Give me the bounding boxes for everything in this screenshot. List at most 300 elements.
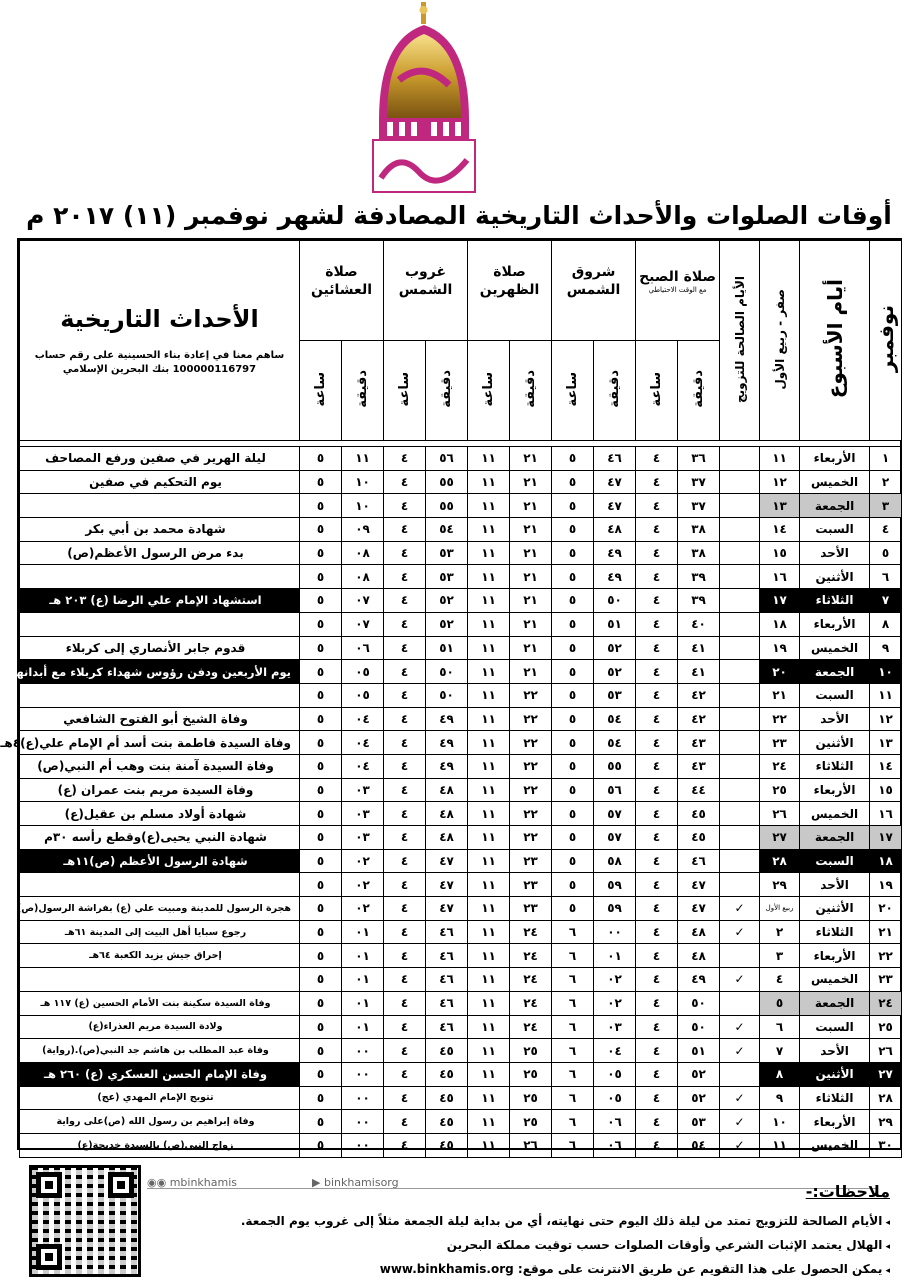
isha-hour: ٥	[300, 636, 342, 660]
weekday: الثلاثاء	[800, 754, 870, 778]
header-dhuhr: صلاة الظهرين	[468, 241, 552, 341]
isha-minute: ٠٩	[342, 518, 384, 542]
sunset-minute: ٤٥	[426, 1086, 468, 1110]
isha-minute: ٠٧	[342, 612, 384, 636]
table-row	[20, 541, 902, 565]
weekday: الجمعة	[800, 826, 870, 850]
header-sunrise: شروق الشمس	[552, 241, 636, 341]
dhuhr-minute: ٢٢	[510, 707, 552, 731]
fajr-hour: ٤	[636, 565, 678, 589]
fajr-hour: ٤	[636, 636, 678, 660]
fajr-minute: ٤٠	[678, 612, 720, 636]
dhuhr-hour: ١١	[468, 518, 510, 542]
sunset-minute: ٤٩	[426, 731, 468, 755]
day-number: ٢٠	[870, 897, 902, 921]
good-day-check	[720, 873, 760, 897]
header-good-days: الأيام الصالحة للتزويج	[720, 241, 760, 441]
good-day-check	[720, 707, 760, 731]
isha-hour: ٥	[300, 826, 342, 850]
sunrise-minute: ٥٥	[594, 754, 636, 778]
event-text: إحراق جيش يزيد الكعبة ٦٤هـ	[20, 944, 300, 968]
dhuhr-hour: ١١	[468, 1039, 510, 1063]
isha-hour: ٥	[300, 707, 342, 731]
dhuhr-hour: ١١	[468, 802, 510, 826]
day-number: ١٦	[870, 802, 902, 826]
isha-hour: ٥	[300, 660, 342, 684]
good-day-check: ✓	[720, 1039, 760, 1063]
sub-minute: دقيقة	[594, 341, 636, 441]
event-text: وفاة السيدة آمنة بنت وهب أم النبي(ص)	[20, 754, 300, 778]
sunset-minute: ٥٣	[426, 565, 468, 589]
weekday: الأحد	[800, 1039, 870, 1063]
isha-hour: ٥	[300, 683, 342, 707]
event-text: تتويج الإمام المهدي (عج)	[20, 1086, 300, 1110]
fajr-hour: ٤	[636, 1062, 678, 1086]
day-number: ٧	[870, 589, 902, 613]
sunset-hour: ٤	[384, 494, 426, 518]
weekday: الخميس	[800, 470, 870, 494]
fajr-hour: ٤	[636, 968, 678, 992]
day-number: ٢٢	[870, 944, 902, 968]
fajr-minute: ٥٢	[678, 1086, 720, 1110]
hijri-date: ربيع الأول	[760, 897, 800, 921]
dhuhr-minute: ٢٢	[510, 754, 552, 778]
sunset-hour: ٤	[384, 565, 426, 589]
isha-minute: ٠٤	[342, 731, 384, 755]
fajr-hour: ٤	[636, 873, 678, 897]
dhuhr-hour: ١١	[468, 1110, 510, 1134]
sunset-minute: ٤٦	[426, 968, 468, 992]
sunrise-minute: ٠٣	[594, 1015, 636, 1039]
fajr-minute: ٥٣	[678, 1110, 720, 1134]
sunrise-minute: ٥٢	[594, 660, 636, 684]
fajr-minute: ٤٨	[678, 920, 720, 944]
sunset-hour: ٤	[384, 873, 426, 897]
sunset-minute: ٤٥	[426, 1062, 468, 1086]
header-hijri: صفر - ربيع الأول	[760, 241, 800, 441]
good-day-check	[720, 470, 760, 494]
table-row	[20, 470, 902, 494]
dhuhr-hour: ١١	[468, 494, 510, 518]
sunset-hour: ٤	[384, 707, 426, 731]
dhuhr-hour: ١١	[468, 826, 510, 850]
sub-hour: ساعة	[636, 341, 678, 441]
hijri-date: ٦	[760, 1015, 800, 1039]
isha-hour: ٥	[300, 731, 342, 755]
isha-hour: ٥	[300, 470, 342, 494]
sunrise-minute: ٥٢	[594, 636, 636, 660]
sunrise-minute: ٠٢	[594, 968, 636, 992]
fajr-minute: ٤١	[678, 636, 720, 660]
sunset-minute: ٤٧	[426, 873, 468, 897]
fajr-minute: ٥١	[678, 1039, 720, 1063]
calendar-body	[0, 441, 902, 1158]
event-text: وفاة إبراهيم بن رسول الله (ص)على رواية	[20, 1110, 300, 1134]
dhuhr-minute: ٢٣	[510, 873, 552, 897]
isha-hour: ٥	[300, 778, 342, 802]
dhuhr-minute: ٢١	[510, 518, 552, 542]
day-number: ٢٥	[870, 1015, 902, 1039]
dhuhr-minute: ٢٢	[510, 802, 552, 826]
sunset-hour: ٤	[384, 754, 426, 778]
sunset-hour: ٤	[384, 612, 426, 636]
fajr-minute: ٤١	[678, 660, 720, 684]
event-text: وفاة السيدة سكينة بنت الأمام الحسين (ع) ١١٧ هـ	[20, 991, 300, 1015]
fajr-minute: ٥٠	[678, 1015, 720, 1039]
table-row	[20, 494, 902, 518]
table-row	[20, 731, 902, 755]
sunset-hour: ٤	[384, 920, 426, 944]
sunrise-hour: ٥	[552, 518, 594, 542]
sunset-minute: ٤٦	[426, 944, 468, 968]
sunrise-hour: ٦	[552, 1086, 594, 1110]
day-number: ٢٨	[870, 1086, 902, 1110]
hijri-date: ٢٧	[760, 826, 800, 850]
day-number: ٢٤	[870, 991, 902, 1015]
sunrise-hour: ٦	[552, 1133, 594, 1157]
fajr-hour: ٤	[636, 612, 678, 636]
dhuhr-hour: ١١	[468, 873, 510, 897]
good-day-check	[720, 589, 760, 613]
dhuhr-hour: ١١	[468, 683, 510, 707]
dhuhr-minute: ٢٤	[510, 944, 552, 968]
weekday: الأربعاء	[800, 778, 870, 802]
isha-hour: ٥	[300, 1039, 342, 1063]
sub-minute: دقيقة	[510, 341, 552, 441]
dhuhr-minute: ٢٥	[510, 1110, 552, 1134]
dhuhr-minute: ٢٤	[510, 991, 552, 1015]
sunrise-hour: ٦	[552, 1039, 594, 1063]
isha-hour: ٥	[300, 968, 342, 992]
event-text	[20, 873, 300, 897]
day-number: ٢٣	[870, 968, 902, 992]
day-number: ١٤	[870, 754, 902, 778]
table-row	[20, 1062, 902, 1086]
sunset-hour: ٤	[384, 447, 426, 471]
sunrise-hour: ٦	[552, 1062, 594, 1086]
sunrise-hour: ٥	[552, 447, 594, 471]
social-links	[147, 1176, 467, 1192]
sunrise-hour: ٦	[552, 944, 594, 968]
day-number: ١٢	[870, 707, 902, 731]
isha-minute: ٠٧	[342, 589, 384, 613]
table-row	[20, 849, 902, 873]
sunset-minute: ٤٦	[426, 920, 468, 944]
dhuhr-minute: ٢١	[510, 565, 552, 589]
good-day-check	[720, 1062, 760, 1086]
hijri-date: ٣	[760, 944, 800, 968]
good-day-check	[720, 778, 760, 802]
event-text: شهادة الرسول الأعظم (ص)١١هـ	[20, 849, 300, 873]
sunrise-minute: ٤٨	[594, 518, 636, 542]
good-day-check: ✓	[720, 920, 760, 944]
sunset-hour: ٤	[384, 1062, 426, 1086]
day-number: ١٥	[870, 778, 902, 802]
sunset-minute: ٤٥	[426, 1039, 468, 1063]
dhuhr-hour: ١١	[468, 612, 510, 636]
dhuhr-hour: ١١	[468, 541, 510, 565]
fajr-minute: ٤٧	[678, 873, 720, 897]
sunset-minute: ٤٩	[426, 707, 468, 731]
dhuhr-minute: ٢٤	[510, 920, 552, 944]
isha-minute: ٠٤	[342, 754, 384, 778]
sunrise-hour: ٥	[552, 612, 594, 636]
isha-hour: ٥	[300, 494, 342, 518]
event-text: هجرة الرسول للمدينة ومبيت علي (ع) بفراشة الرسول(ص)	[20, 897, 300, 921]
sunset-hour: ٤	[384, 1039, 426, 1063]
isha-minute: ٠١	[342, 944, 384, 968]
sunset-minute: ٥٠	[426, 660, 468, 684]
sunrise-hour: ٥	[552, 660, 594, 684]
sunrise-hour: ٥	[552, 897, 594, 921]
dhuhr-minute: ٢٣	[510, 849, 552, 873]
good-day-check: ✓	[720, 1086, 760, 1110]
sunset-minute: ٥٥	[426, 494, 468, 518]
sunset-hour: ٤	[384, 660, 426, 684]
sunset-hour: ٤	[384, 1015, 426, 1039]
sunset-hour: ٤	[384, 849, 426, 873]
sunrise-hour: ٦	[552, 1110, 594, 1134]
weekday: الأربعاء	[800, 944, 870, 968]
dhuhr-hour: ١١	[468, 707, 510, 731]
table-row	[20, 802, 902, 826]
isha-hour: ٥	[300, 565, 342, 589]
sunset-minute: ٥٦	[426, 447, 468, 471]
day-number: ٨	[870, 612, 902, 636]
table-row	[20, 920, 902, 944]
sunset-minute: ٥٤	[426, 518, 468, 542]
hijri-date: ٤	[760, 968, 800, 992]
isha-minute: ٠٤	[342, 707, 384, 731]
isha-minute: ٠٠	[342, 1062, 384, 1086]
good-day-check	[720, 494, 760, 518]
dhuhr-hour: ١١	[468, 589, 510, 613]
sunrise-minute: ٥٤	[594, 707, 636, 731]
dhuhr-minute: ٢٥	[510, 1039, 552, 1063]
day-number: ١٠	[870, 660, 902, 684]
notes-title: ملاحظات:-	[805, 1182, 890, 1201]
isha-hour: ٥	[300, 897, 342, 921]
event-text: قدوم جابر الأنصاري إلى كربلاء	[20, 636, 300, 660]
isha-hour: ٥	[300, 873, 342, 897]
weekday: الخميس	[800, 802, 870, 826]
sub-minute: دقيقة	[426, 341, 468, 441]
youtube-handle[interactable]: ▶ binkhamisorg	[312, 1176, 399, 1189]
sunrise-hour: ٥	[552, 707, 594, 731]
isha-minute: ٠٨	[342, 541, 384, 565]
good-day-check	[720, 849, 760, 873]
sunrise-hour: ٥	[552, 802, 594, 826]
fajr-hour: ٤	[636, 991, 678, 1015]
calendar-table	[0, 240, 902, 1158]
sunrise-hour: ٥	[552, 778, 594, 802]
sunset-hour: ٤	[384, 636, 426, 660]
sunrise-minute: ٥٣	[594, 683, 636, 707]
fajr-hour: ٤	[636, 683, 678, 707]
sunrise-minute: ٤٧	[594, 470, 636, 494]
fajr-hour: ٤	[636, 1086, 678, 1110]
sub-hour: ساعة	[468, 341, 510, 441]
day-number: ١	[870, 447, 902, 471]
weekday: الأثنين	[800, 565, 870, 589]
dhuhr-minute: ٢٣	[510, 897, 552, 921]
day-number: ٣	[870, 494, 902, 518]
isha-minute: ٠٠	[342, 1133, 384, 1157]
hijri-date: ١٧	[760, 589, 800, 613]
sunrise-minute: ٠٠	[594, 920, 636, 944]
weekday: السبت	[800, 849, 870, 873]
hijri-date: ١١	[760, 447, 800, 471]
table-row	[20, 447, 902, 471]
good-day-check	[720, 447, 760, 471]
day-number: ١٧	[870, 826, 902, 850]
good-day-check	[720, 660, 760, 684]
weekday: الأثنين	[800, 731, 870, 755]
isha-minute: ٠٢	[342, 873, 384, 897]
event-text: وفاة السيدة فاطمة بنت أسد أم الإمام علي(ع)٤هـ	[20, 731, 300, 755]
sunset-minute: ٥٥	[426, 470, 468, 494]
header-november: نوفمبر	[870, 241, 902, 441]
hijri-date: ٢٠	[760, 660, 800, 684]
good-day-check: ✓	[720, 1015, 760, 1039]
dhuhr-hour: ١١	[468, 1015, 510, 1039]
fajr-minute: ٤٣	[678, 731, 720, 755]
table-row	[20, 1133, 902, 1157]
sunrise-minute: ٥٤	[594, 731, 636, 755]
fajr-hour: ٤	[636, 778, 678, 802]
dhuhr-hour: ١١	[468, 1062, 510, 1086]
fajr-hour: ٤	[636, 1110, 678, 1134]
event-text: زواج النبي(ص) بالسيدة خديجة(ع)	[20, 1133, 300, 1157]
isha-hour: ٥	[300, 612, 342, 636]
dhuhr-minute: ٢١	[510, 541, 552, 565]
sunset-minute: ٥٠	[426, 683, 468, 707]
sunrise-hour: ٥	[552, 826, 594, 850]
fajr-minute: ٤٥	[678, 802, 720, 826]
weekday: الأربعاء	[800, 447, 870, 471]
good-day-check	[720, 683, 760, 707]
day-number: ٢١	[870, 920, 902, 944]
hijri-date: ٧	[760, 1039, 800, 1063]
weekday: الثلاثاء	[800, 1086, 870, 1110]
sunset-minute: ٤٥	[426, 1110, 468, 1134]
day-number: ١٩	[870, 873, 902, 897]
fajr-minute: ٣٧	[678, 470, 720, 494]
isha-hour: ٥	[300, 920, 342, 944]
good-day-check: ✓	[720, 897, 760, 921]
hijri-date: ١٣	[760, 494, 800, 518]
dhuhr-hour: ١١	[468, 991, 510, 1015]
weekday: الأثنين	[800, 897, 870, 921]
dhuhr-hour: ١١	[468, 447, 510, 471]
sub-minute: دقيقة	[342, 341, 384, 441]
isha-hour: ٥	[300, 1062, 342, 1086]
dhuhr-hour: ١١	[468, 731, 510, 755]
event-text: شهادة النبي يحيى(ع)وقطع رأسه ٣٠م	[20, 826, 300, 850]
table-row	[20, 683, 902, 707]
weekday: الخميس	[800, 1133, 870, 1157]
dhuhr-minute: ٢٢	[510, 731, 552, 755]
weekday: الجمعة	[800, 494, 870, 518]
dhuhr-hour: ١١	[468, 754, 510, 778]
fajr-minute: ٣٦	[678, 447, 720, 471]
hijri-date: ٢٣	[760, 731, 800, 755]
sub-hour: ساعة	[384, 341, 426, 441]
header-weekday: أيام الأسبوع	[800, 241, 870, 441]
sunset-minute: ٤٨	[426, 826, 468, 850]
sunset-minute: ٤٧	[426, 897, 468, 921]
day-number: ١١	[870, 683, 902, 707]
fajr-hour: ٤	[636, 541, 678, 565]
good-day-check	[720, 731, 760, 755]
isha-minute: ٠٣	[342, 778, 384, 802]
day-number: ٢٩	[870, 1110, 902, 1134]
dhuhr-minute: ٢٤	[510, 1015, 552, 1039]
hijri-date: ١٥	[760, 541, 800, 565]
fajr-hour: ٤	[636, 494, 678, 518]
sunrise-minute: ٥٠	[594, 589, 636, 613]
weekday: الأحد	[800, 541, 870, 565]
day-number: ٢٦	[870, 1039, 902, 1063]
hijri-date: ٢٨	[760, 849, 800, 873]
good-day-check	[720, 944, 760, 968]
note-item: ◂ الهلال يعتمد الإثبات الشرعي وأوقات الصلوات حسب توقيت مملكة البحرين	[170, 1234, 890, 1258]
social-handle[interactable]: ◉◉ mbinkhamis	[147, 1176, 238, 1189]
note-item: ◂ الأيام الصالحة للتزويج تمتد من ليلة ذلك اليوم حتى نهايته، أي من بداية ليلة الجمعة مثلاً إلى غروب يوم الجمعة.	[170, 1210, 890, 1234]
table-row	[20, 660, 902, 684]
sunset-minute: ٤٦	[426, 1015, 468, 1039]
day-number: ٢	[870, 470, 902, 494]
good-day-check: ✓	[720, 968, 760, 992]
event-text: شهادة أولاد مسلم بن عقيل(ع)	[20, 802, 300, 826]
fajr-minute: ٤٢	[678, 707, 720, 731]
sunrise-minute: ٥٧	[594, 826, 636, 850]
isha-hour: ٥	[300, 754, 342, 778]
weekday: السبت	[800, 683, 870, 707]
dhuhr-minute: ٢١	[510, 660, 552, 684]
hijri-date: ٢٦	[760, 802, 800, 826]
sunrise-minute: ٤٩	[594, 541, 636, 565]
dhuhr-hour: ١١	[468, 897, 510, 921]
dhuhr-minute: ٢٤	[510, 968, 552, 992]
hijri-date: ٢	[760, 920, 800, 944]
hijri-date: ١١	[760, 1133, 800, 1157]
isha-hour: ٥	[300, 991, 342, 1015]
weekday: السبت	[800, 518, 870, 542]
isha-minute: ٠٥	[342, 660, 384, 684]
hijri-date: ١٦	[760, 565, 800, 589]
fajr-hour: ٤	[636, 470, 678, 494]
dhuhr-hour: ١١	[468, 944, 510, 968]
fajr-hour: ٤	[636, 920, 678, 944]
sunrise-minute: ٠١	[594, 944, 636, 968]
event-text: شهادة محمد بن أبي بكر	[20, 518, 300, 542]
good-day-check: ✓	[720, 1110, 760, 1134]
day-number: ٤	[870, 518, 902, 542]
fajr-minute: ٣٨	[678, 518, 720, 542]
event-text	[20, 683, 300, 707]
dhuhr-minute: ٢١	[510, 612, 552, 636]
isha-minute: ٠٣	[342, 826, 384, 850]
fajr-minute: ٤٢	[678, 683, 720, 707]
event-text: وفاة السيدة مريم بنت عمران (ع)	[20, 778, 300, 802]
good-day-check	[720, 541, 760, 565]
fajr-minute: ٤٥	[678, 826, 720, 850]
sunrise-hour: ٥	[552, 565, 594, 589]
hijri-date: ١٩	[760, 636, 800, 660]
sub-hour: ساعة	[552, 341, 594, 441]
header-events: الأحداث التاريخية ساهم معنا في إعادة بناء الحسينية على رقم حساب 100000116797 بنك البحرين الإسلامي	[20, 241, 300, 441]
